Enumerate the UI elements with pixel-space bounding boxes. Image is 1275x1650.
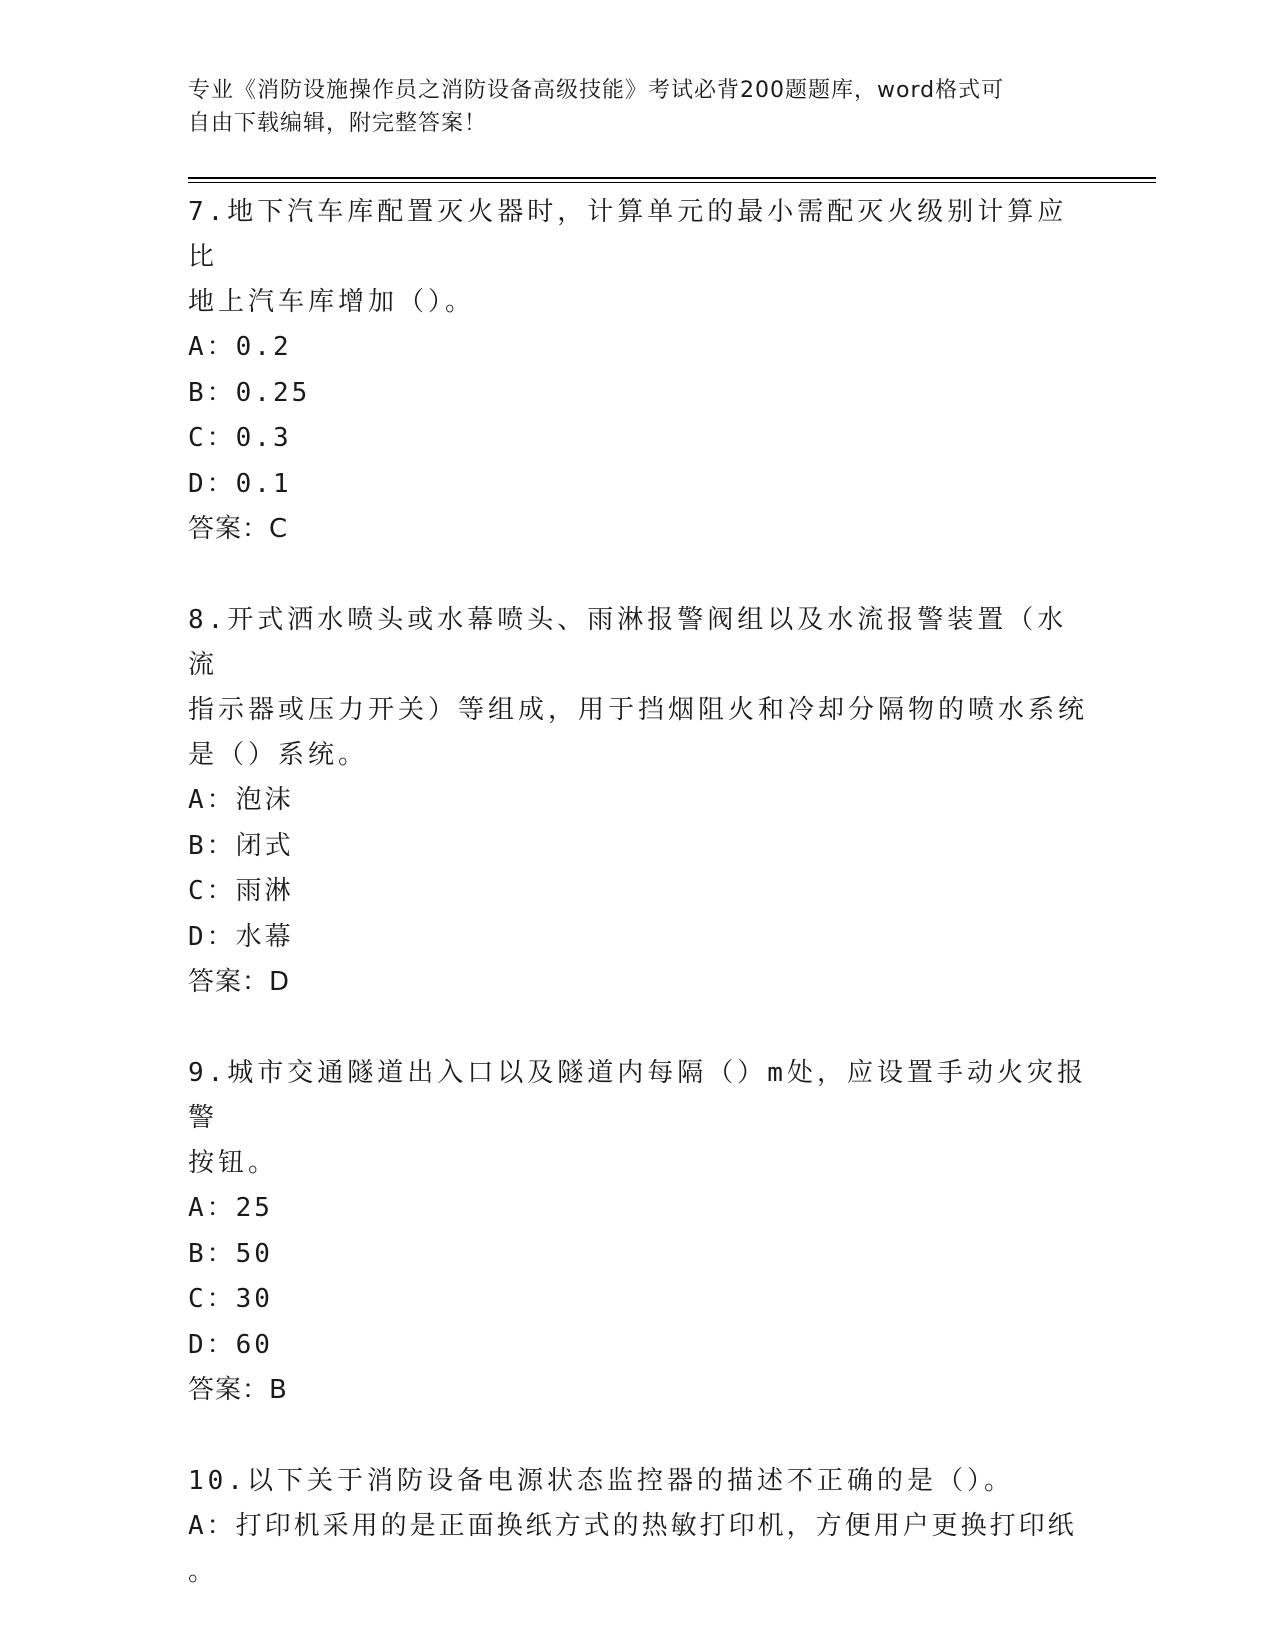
question-8-stem-line-3: 是（）系统。	[188, 740, 369, 770]
header-divider-thin	[188, 182, 1156, 183]
spacer	[188, 552, 1088, 598]
question-9-option-d: D：60	[188, 1329, 273, 1360]
question-8-stem-line-1: 8.开式洒水喷头或水幕喷头、雨淋报警阀组以及水流报警装置（水流	[188, 605, 1068, 680]
document-header	[188, 74, 1068, 140]
question-10-option-a-continuation: 。	[188, 1556, 218, 1587]
question-9-option-a: A：25	[188, 1193, 273, 1223]
question-8-option-a: A：泡沫	[188, 785, 294, 815]
question-9	[188, 1051, 1088, 1413]
question-10	[188, 1459, 1088, 1595]
spacer	[188, 1005, 1088, 1051]
header-line-2: 自由下载编辑，附完整答案！	[188, 111, 488, 136]
question-9-stem-line-2: 按钮。	[188, 1148, 279, 1178]
question-10-stem-line-1: 10.以下关于消防设备电源状态监控器的描述不正确的是（）。	[188, 1466, 1014, 1496]
question-list	[188, 190, 1088, 1595]
question-9-option-c: C：30	[188, 1284, 273, 1314]
question-8	[188, 598, 1088, 1005]
question-7-option-a: A：0.2	[188, 332, 292, 362]
question-8-option-b: B：闭式	[188, 830, 294, 861]
question-7-answer: 答案：C	[188, 514, 289, 544]
question-7-option-d: D：0.1	[188, 468, 292, 499]
question-8-option-c: C：雨淋	[188, 876, 294, 906]
question-7-stem-line-2: 地上汽车库增加（）。	[188, 287, 476, 317]
header-divider-thick	[188, 177, 1156, 179]
question-9-stem-line-1: 9.城市交通隧道出入口以及隧道内每隔（）m处，应设置手动火灾报警	[188, 1058, 1087, 1133]
question-7	[188, 190, 1088, 552]
question-9-answer: 答案：B	[188, 1375, 288, 1405]
question-7-stem-line-1: 7.地下汽车库配置灭火器时，计算单元的最小需配灭火级别计算应比	[188, 197, 1068, 272]
question-8-stem-line-2: 指示器或压力开关）等组成，用于挡烟阻火和冷却分隔物的喷水系统	[188, 695, 1089, 725]
spacer	[188, 1413, 1088, 1459]
question-9-option-b: B：50	[188, 1238, 273, 1269]
question-8-answer: 答案：D	[188, 967, 291, 997]
question-8-option-d: D：水幕	[188, 921, 294, 952]
question-7-option-b: B：0.25	[188, 377, 311, 408]
header-line-1: 专业《消防设施操作员之消防设备高级技能》考试必背200题题库，word格式可	[188, 78, 1005, 103]
question-7-option-c: C：0.3	[188, 423, 292, 453]
question-10-option-a: A：打印机采用的是正面换纸方式的热敏打印机，方便用户更换打印纸	[188, 1511, 1077, 1541]
